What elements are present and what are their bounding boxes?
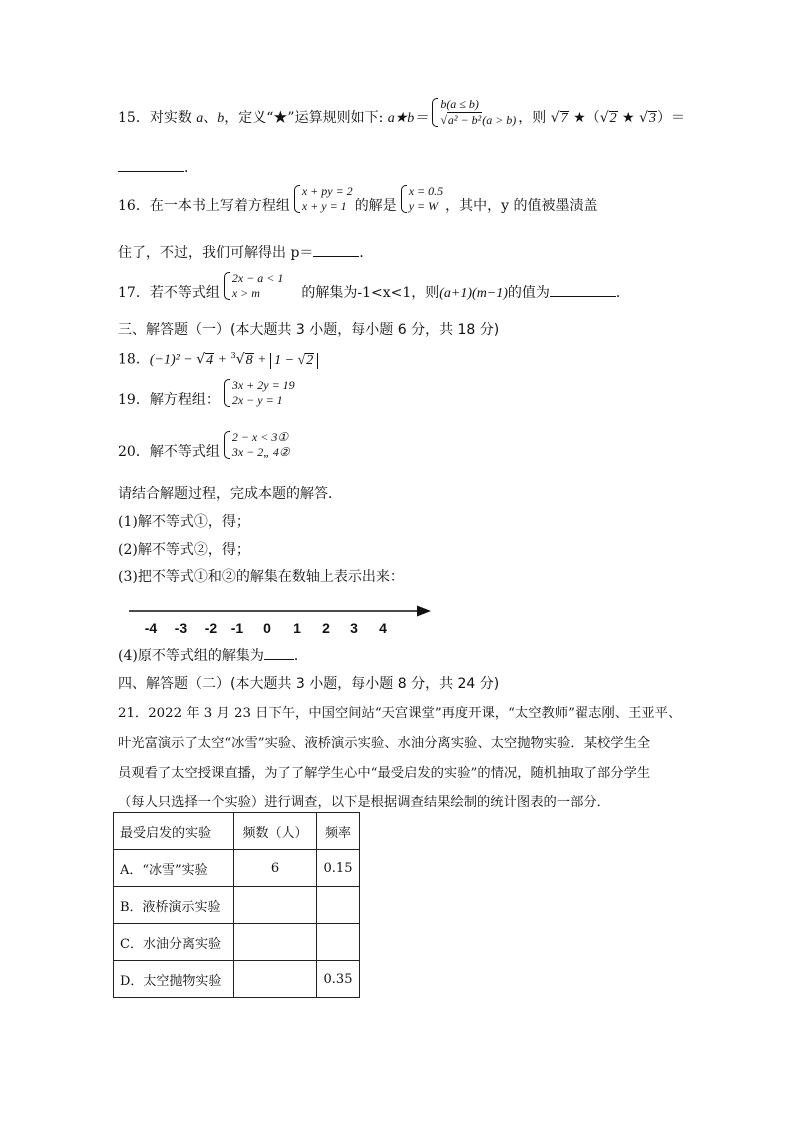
number-line-tick-label: -4 (144, 620, 158, 636)
table-row (114, 924, 360, 961)
q20-step1: (1)解不等式①，得； (118, 514, 250, 530)
q15-piecewise (430, 97, 516, 128)
q15-close: ）＝ (656, 110, 685, 126)
q20-ineq2: 3x − 2„ 4② (231, 445, 290, 459)
table-cell-experiment: A．“冰雪”实验 (114, 850, 234, 887)
q17-end: ． (615, 285, 630, 301)
q17-tail: 的值为 (507, 285, 550, 301)
q18-plus: + (214, 352, 231, 368)
question-18: 18．(−1)² − √4 + $^3$√8 + 1 − √2 (118, 346, 318, 371)
q16-sol1: x = 0.5 (408, 184, 444, 198)
q20-step4-text: (4)原不等式组的解集为 (118, 648, 264, 664)
q21-frequency-table (113, 812, 360, 998)
table-cell-experiment: D．太空抛物实验 (114, 961, 234, 998)
q20-instructions: 请结合解题过程，完成本题的解答． (118, 486, 342, 502)
q21-line4: （每人只选择一个实验）进行调查，以下是根据调查结果绘制的统计图表的一部分． (118, 795, 610, 810)
q15-star2: ★ (617, 110, 640, 126)
q15-case2-cond: (a > b) (482, 112, 517, 127)
number-line (125, 598, 435, 642)
table-cell-frequency[interactable] (234, 924, 317, 961)
q19-eq1: 3x + 2y = 19 (231, 378, 295, 392)
table-row (114, 850, 360, 887)
number-line-tick-label: -2 (204, 620, 218, 636)
q16-prefix: 16．在一本书上写着方程组 (118, 198, 290, 214)
q16-system (292, 184, 353, 214)
question-19 (118, 378, 297, 410)
table-cell-rate[interactable] (317, 924, 360, 961)
number-line-tick-label: 1 (293, 620, 301, 636)
number-line-tick-label: 0 (263, 620, 271, 636)
q16-tail: ，其中，y 的值被墨渍盖 (445, 198, 598, 214)
number-line-tick-label: 4 (379, 620, 387, 636)
q15-case1: b(a ≤ b) (440, 96, 479, 111)
q18-cbrt8: 8 (245, 352, 253, 368)
number-line-tick-label: -3 (174, 620, 188, 636)
q16-answer-blank[interactable] (313, 256, 359, 257)
table-row (114, 887, 360, 924)
q15-var-b: b (217, 111, 225, 126)
section-3-heading: 三、解答题（一）(本大题共 3 小题，每小题 6 分，共 18 分) (118, 322, 500, 338)
q15-sqrt7: 7 (560, 111, 568, 126)
q15-mid: ，定义“★”运算规则如下: (224, 110, 388, 126)
q15-answer-blank[interactable] (118, 171, 184, 172)
q15-lhs: a★b＝ (387, 111, 429, 126)
question-15: 15．对实数 a、b，定义“★”运算规则如下: a★b＝ b(a ≤ b) √a² − b²(a > b) ，则 √7 ★（√2 ★ √3）＝ (118, 96, 685, 127)
q17-prefix: 17．若不等式组 (118, 285, 220, 301)
q19-eq2: 2x − y = 1 (231, 393, 283, 407)
question-16 (118, 184, 598, 216)
section-4-heading: 四、解答题（二）(本大题共 3 小题，每小题 8 分，共 24 分) (118, 676, 500, 692)
q15-sqrt3: 3 (648, 111, 656, 126)
table-cell-frequency: 6 (234, 850, 317, 887)
q17-expr: (a+1)(m−1) (439, 286, 508, 301)
table-cell-frequency[interactable] (234, 961, 317, 998)
q16-end: ． (359, 245, 374, 261)
q20-step2: (2)解不等式②，得； (118, 542, 250, 558)
q15-star: ★（ (568, 110, 600, 126)
q15-then: ，则 (518, 110, 551, 126)
q17-ineq2: x > m (231, 286, 260, 300)
q15-case2-sqrt: a² − b² (447, 112, 482, 127)
q18-abs-inner: 1 − (274, 352, 298, 368)
q21-line2: 叶光富演示了太空“冰雪”实验、液桥演示实验、水油分离实验、太空抛物实验．某校学生全 (118, 736, 651, 751)
number-line-tick-label: 2 (322, 620, 330, 636)
table-header-frequency: 频数（人） (234, 813, 317, 850)
question-16-line2 (118, 243, 373, 263)
q20-ineq1: 2 − x < 3① (231, 430, 289, 444)
q16-eq1: x + py = 2 (301, 184, 353, 198)
question-20 (118, 430, 292, 462)
q16-solution (399, 184, 443, 214)
q15-sqrt2: 2 (609, 111, 617, 126)
question-17 (118, 271, 630, 304)
q17-ineq1: 2x − a < 1 (231, 271, 284, 285)
q15-var-a: a (196, 111, 204, 126)
q20-step3: (3)把不等式①和②的解集在数轴上表示出来： (118, 569, 404, 585)
q16-line2: 住了，不过，我们可解得出 p＝ (118, 245, 314, 261)
q15-end: ． (184, 160, 198, 176)
q18-sqrt4: 4 (206, 352, 214, 368)
q21-line3: 员观看了太空授课直播，为了了解学生心中“最受启发的实验”的情况，随机抽取了部分学生 (118, 766, 651, 781)
q20-answer-blank[interactable] (264, 659, 294, 660)
number-line-tick-label: 3 (350, 620, 358, 636)
question-15-answer-line (118, 158, 198, 178)
q20-step4 (118, 646, 308, 666)
table-cell-rate: 0.35 (317, 961, 360, 998)
q20-system (222, 430, 290, 460)
q18-part1: (−1)² − (149, 352, 197, 368)
q16-eq2: x + y = 1 (301, 199, 347, 213)
q15-sep: 、 (203, 110, 218, 126)
q16-mid: 的解是 (354, 198, 397, 214)
q20-step4-end: ． (293, 648, 308, 664)
q18-abs-sqrt2: 2 (306, 352, 314, 368)
table-cell-experiment: C．水油分离实验 (114, 924, 234, 961)
q18-abs: 1 − √2 (270, 353, 318, 369)
table-header-row (114, 813, 360, 850)
table-cell-rate[interactable] (317, 887, 360, 924)
q17-mid: 的解集为-1<x<1，则 (301, 285, 440, 301)
q16-sol2: y = W (408, 199, 439, 213)
q18-prefix: 18． (118, 351, 150, 368)
q15-prefix: 15．对实数 (118, 110, 197, 126)
table-cell-rate: 0.15 (317, 850, 360, 887)
number-line-tick-label: -1 (230, 620, 244, 636)
q21-line1: 21．2022 年 3 月 23 日下午，中国空间站“天宫课堂”再度开课，“太空教师”翟志刚、王亚平、 (118, 706, 682, 721)
table-cell-frequency[interactable] (234, 887, 317, 924)
table-row (114, 961, 360, 998)
q15-case2: √a² − b²(a > b) (440, 112, 517, 127)
q17-system (222, 271, 284, 301)
table-cell-experiment: B．液桥演示实验 (114, 887, 234, 924)
q19-system (222, 378, 295, 408)
table-header-rate: 频率 (317, 813, 360, 850)
q17-answer-blank[interactable] (550, 296, 616, 297)
table-header-experiment: 最受启发的实验 (114, 813, 234, 850)
number-line-arrow (417, 606, 431, 617)
q18-plus2: + (253, 352, 271, 368)
q20-prefix: 20．解不等式组 (118, 444, 220, 460)
q19-prefix: 19．解方程组： (118, 392, 220, 408)
